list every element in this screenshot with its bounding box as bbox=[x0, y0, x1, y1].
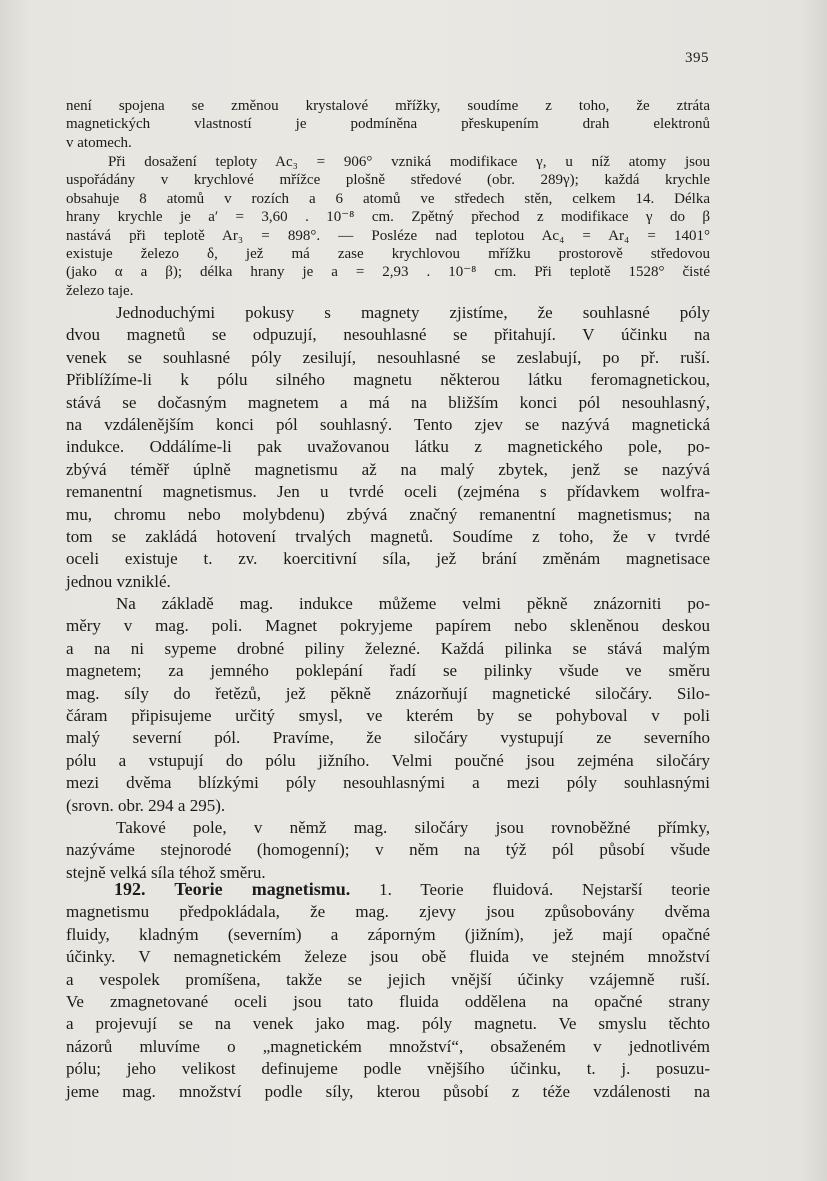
text-line: Takové pole, v němž mag. siločáry jsou rovnoběžné přímky, bbox=[116, 818, 710, 837]
text-line: jeme mag. množství podle síly, kterou působí z téže vzdálenosti na bbox=[66, 1081, 710, 1101]
section-teorie-magnetismu bbox=[66, 878, 710, 1103]
text-line: malý severní pól. Pravíme, že siločáry vystupují ze severního bbox=[66, 728, 710, 748]
paragraph-small-2 bbox=[66, 153, 710, 300]
text-line: oceli existuje t. zv. koercitivní síla, jež brání změnám magnetisace bbox=[66, 549, 710, 569]
text-line: a na ni sypeme drobné piliny železné. Každá pilinka se stává malým bbox=[66, 638, 710, 658]
text-line: 1. Teorie fluidová. Nejstarší teorie bbox=[379, 880, 711, 899]
text-line: fluidy, kladným (severním) a záporným (jižním), jež mají opačné bbox=[66, 924, 710, 944]
text-line: (jako α a β); délka hrany je a = 2,93 . 10⁻⁸ cm. Při teplotě 1528° čisté bbox=[66, 264, 710, 281]
text-line: jednou vzniklé. bbox=[66, 571, 171, 591]
section-number: 192. bbox=[114, 879, 146, 899]
text-line: zbývá téměř úplně magnetismu až na malý zbytek, jenž se nazývá bbox=[66, 459, 710, 479]
text-line: hrany krychle je a′ = 3,60 . 10⁻⁸ cm. Zpětný přechod z modifikace γ do β bbox=[66, 209, 710, 226]
text-line: (srovn. obr. 294 a 295). bbox=[66, 795, 226, 815]
text-line: magnetem; za jemného poklepání řadí se pilinky všude ve směru bbox=[66, 661, 710, 681]
text-line: stejně velká síla téhož směru. bbox=[66, 862, 266, 882]
text-line: mu, chromu nebo molybdenu) zbývá značný remanentní magnetismus; na bbox=[66, 504, 710, 524]
text-line: venek se souhlasné póly zesilují, nesouhlasné se zeslabují, po př. ruší. bbox=[66, 347, 710, 367]
text-line: obsahuje 8 atomů v rozích a 6 atomů ve středech stěn, celkem 14. Délka bbox=[66, 190, 710, 207]
text-line: Ve zmagnetované oceli jsou tato fluida oddělena na opačné strany bbox=[66, 992, 710, 1012]
paragraph-magnet-poles bbox=[66, 302, 710, 593]
paragraph-field-lines bbox=[66, 593, 710, 817]
text-line: a vespolek promíšena, takže se jejich vnější účinky vzájemně ruší. bbox=[66, 969, 710, 989]
text-line: stává se dočasným magnetem a má na bližším konci pól nesouhlasný, bbox=[66, 392, 710, 412]
text-line: dvou magnetů se odpuzují, nesouhlasné se přitahují. V účinku na bbox=[66, 325, 710, 345]
section-title: Teorie magnetismu. bbox=[174, 879, 351, 899]
text-line: pólu a vstupují do pólu jižního. Velmi poučné jsou zejména siločáry bbox=[66, 750, 710, 770]
paragraph-small-1 bbox=[66, 97, 710, 152]
page-number: 395 bbox=[685, 50, 709, 66]
text-line: měry v mag. poli. Magnet pokryjeme papírem nebo skleněnou deskou bbox=[66, 616, 710, 636]
text-line: existuje železo δ, jež má zase krychlovou mřížku prostorově středovou bbox=[66, 246, 710, 263]
text-line: a projevují se na venek jako mag. póly magnetu. Ve smyslu těchto bbox=[66, 1014, 710, 1034]
section-heading-line bbox=[66, 878, 710, 901]
text-line: nazýváme stejnorodé (homogenní); v něm na týž pól působí všude bbox=[66, 840, 710, 860]
text-line: nastává při teplotě Ar₃ = 898°. — Posléze nad teplotou Ac₄ = Ar₄ = 1401° bbox=[66, 227, 710, 244]
text-line: mezi dvěma blízkými póly nesouhlasnými a mezi póly souhlasnými bbox=[66, 773, 710, 793]
text-line: účinky. V nemagnetickém železe jsou obě fluida ve stejném množství bbox=[66, 947, 710, 967]
text-line: magnetických vlastností je podmíněna přeskupením drah elektronů bbox=[66, 116, 710, 133]
text-line: indukce. Oddálíme-li pak uvažovanou látku z magnetického pole, po- bbox=[66, 437, 710, 457]
text-line: železo taje. bbox=[66, 282, 134, 299]
text-line: tom se zakládá hotovení trvalých magnetů. Soudíme z toho, že v tvrdé bbox=[66, 527, 710, 547]
text-line: Na základě mag. indukce můžeme velmi pěkně znázorniti po- bbox=[116, 594, 710, 613]
text-line: Jednoduchými pokusy s magnety zjistíme, že souhlasné póly bbox=[116, 303, 710, 322]
text-line: názorů mluvíme o „magnetickém množství“, obsaženém v jednotlivém bbox=[66, 1036, 710, 1056]
text-line: na vzdálenějším konci pól souhlasný. Tento zjev se nazývá magnetická bbox=[66, 415, 710, 435]
text-line: mag. síly do řetězů, jež pěkně znázorňují magnetické siločáry. Silo- bbox=[66, 683, 710, 703]
text-line: v atomech. bbox=[66, 134, 132, 151]
text-line: remanentní magnetismus. Jen u tvrdé oceli (zejména s přídavkem wolfra- bbox=[66, 482, 710, 502]
text-line: není spojena se změnou krystalové mřížky, soudíme z toho, že ztráta bbox=[66, 98, 710, 114]
text-line: pólu; jeho velikost definujeme podle vnějšího účinku, t. j. posuzu- bbox=[66, 1059, 710, 1079]
paragraph-homogeneous-field bbox=[66, 817, 710, 884]
text-line: uspořádány v krychlové mřížce plošně středové (obr. 289γ); každá krychle bbox=[66, 172, 710, 189]
text-line: Při dosažení teploty Ac₃ = 906° vzniká modifikace γ, u níž atomy jsou bbox=[108, 154, 710, 170]
text-line: magnetismu předpokládala, že mag. zjevy jsou způsobovány dvěma bbox=[66, 902, 710, 922]
text-line: Přiblížíme-li k pólu silného magnetu některou látku feromagnetickou, bbox=[66, 370, 710, 390]
text-line: čáram připisujeme určitý smysl, ve kterém by se pohyboval v poli bbox=[66, 706, 710, 726]
